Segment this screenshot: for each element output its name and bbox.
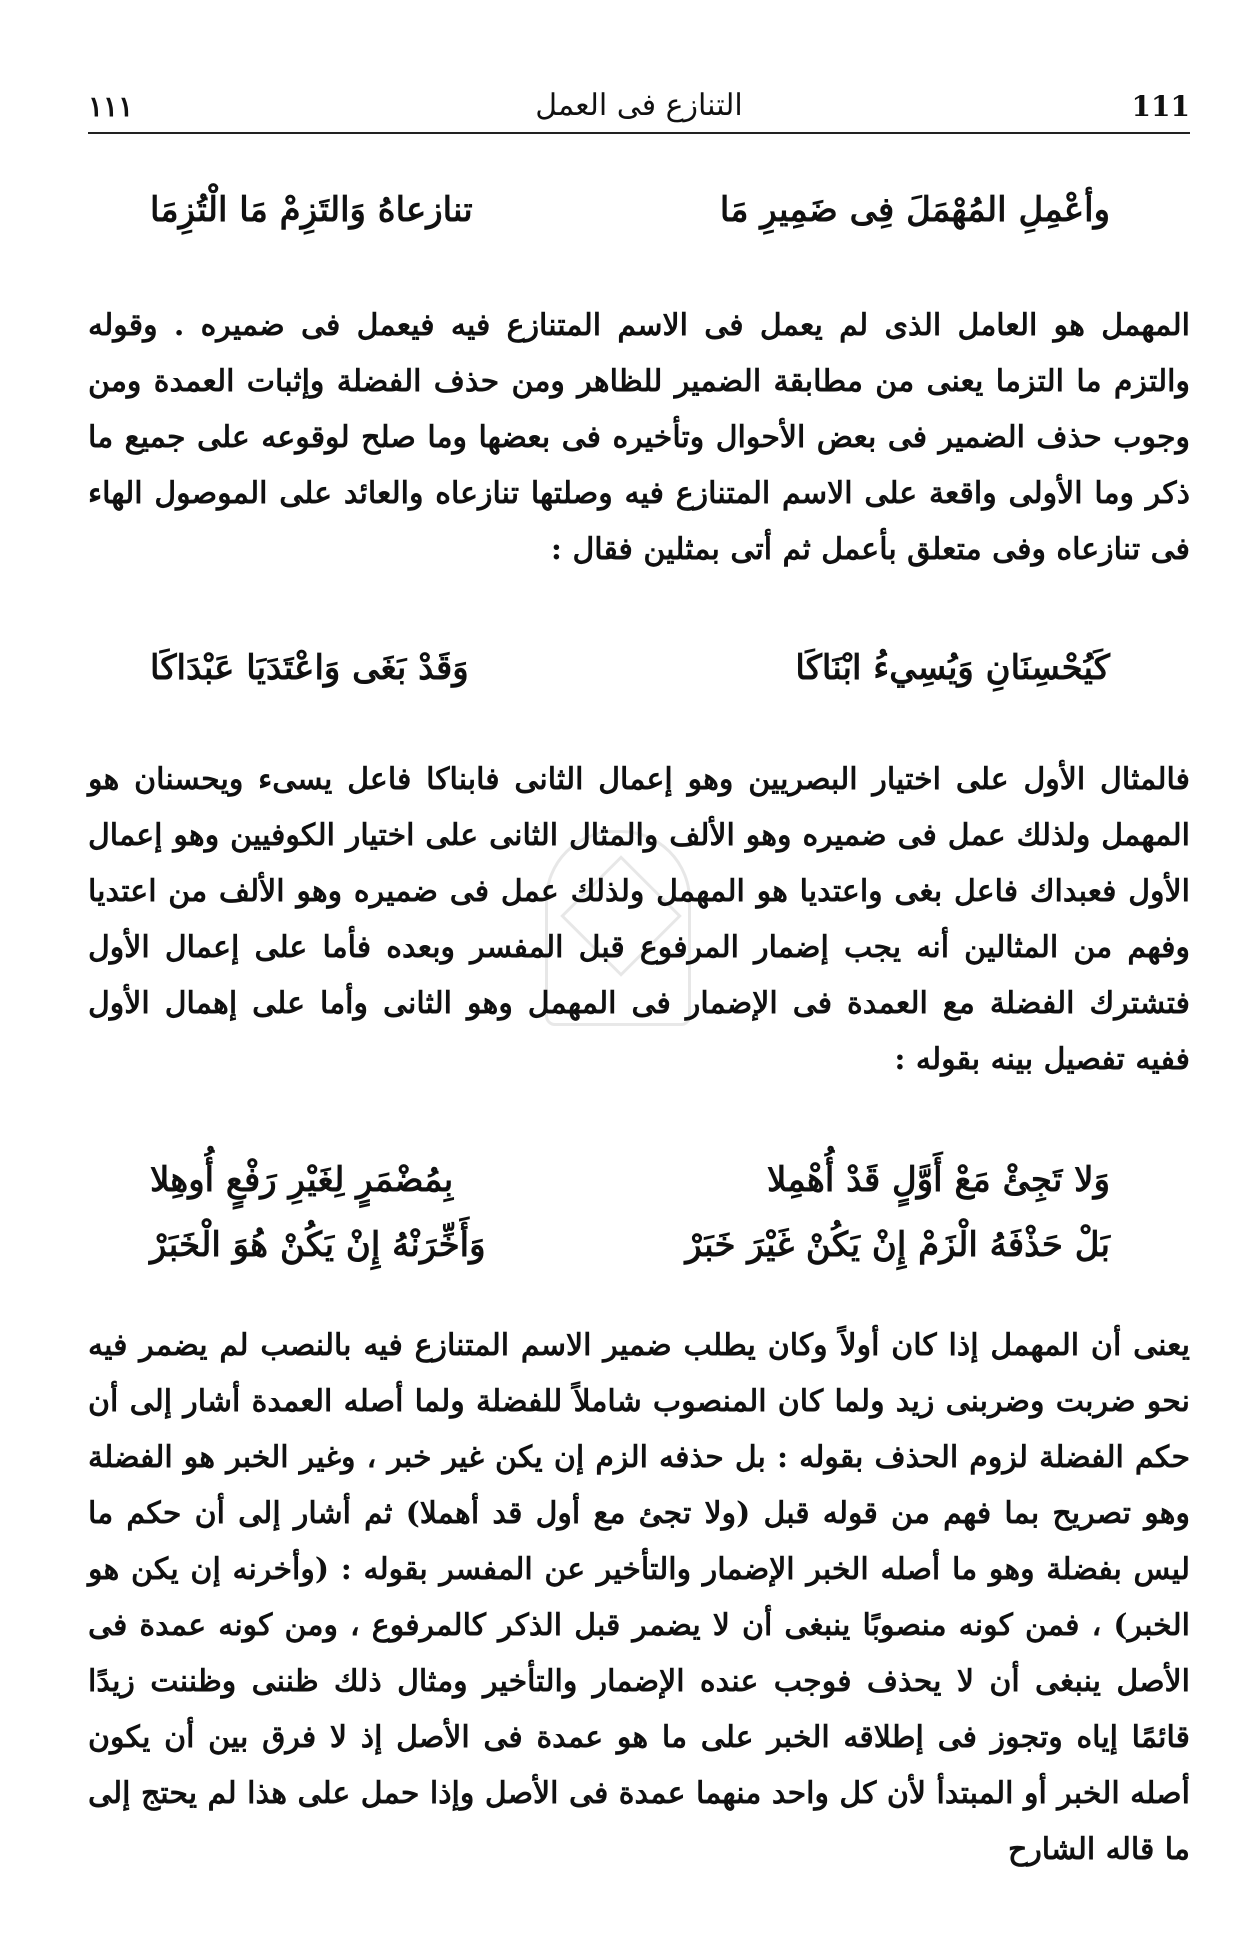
verse-line-4 xyxy=(150,1225,1110,1265)
page-number-latin: 111 xyxy=(1131,90,1190,123)
verse-first-hemistich: وَلا تَجِئْ مَعْ أَوَّلٍ قَدْ أُهْمِلا xyxy=(766,1160,1110,1200)
verse-second-hemistich: تنازعاهُ وَالتَزِمْ مَا الْتُزِمَا xyxy=(150,190,473,230)
verse-second-hemistich: بِمُضْمَرٍ لِغَيْرِ رَفْعٍ أُوهِلا xyxy=(150,1160,454,1200)
running-title: التنازع فى العمل xyxy=(535,88,743,123)
verse-line-1 xyxy=(150,190,1110,230)
page-header xyxy=(88,88,1190,134)
verse-first-hemistich: كَيُحْسِنَانِ وَيُسِيءُ ابْنَاكَا xyxy=(795,648,1110,688)
commentary-paragraph-2: فالمثال الأول على اختيار البصريين وهو إعمال الثانى فابناكا فاعل يسىء ويحسنان هو المهمل ولذلك عمل فى ضميره وهو الألف والمثال الثانى على اختيار الكوفيين وهو إعمال الأول فعبداك فاعل بغى واعتديا هو المهمل ولذلك عمل فى ضميره وهو الألف من اعتديا وفهم من المثالين أنه يجب إضمار المرفوع قبل المفسر وبعده فأما على إعمال الأول فتشترك الفضلة مع العمدة فى الإضمار فى المهمل وهو الثانى وأما على إهمال الأول ففيه تفصيل بينه بقوله : xyxy=(88,762,1190,1077)
verse-second-hemistich: وَأَخِّرَنْهُ إِنْ يَكُنْ هُوَ الْخَبَرْ xyxy=(150,1225,486,1265)
verse-second-hemistich: وَقَدْ بَغَى وَاعْتَدَيَا عَبْدَاكَا xyxy=(150,648,469,688)
commentary-paragraph-3: يعنى أن المهمل إذا كان أولاً وكان يطلب ضمير الاسم المتنازع فيه بالنصب لم يضمر فيه نحو ضربت وضربنى زيد ولما كان المنصوب شاملاً للفضلة ولما أصله العمدة أشار إلى أن حكم الفضلة لزوم الحذف بقوله : بل حذفه الزم إن يكن غير خبر ، وغير الخبر هو الفضلة وهو تصريح بما فهم من قوله قبل (ولا تجئ مع أول قد أهملا) ثم أشار إلى أن حكم ما ليس بفضلة وهو ما أصله الخبر الإضمار والتأخير عن المفسر بقوله : (وأخرنه إن يكن هو الخبر) ، فمن كونه منصوبًا ينبغى أن لا يضمر قبل الذكر كالمرفوع ، ومن كونه عمدة فى الأصل ينبغى أن لا يحذف فوجب عنده الإضمار والتأخير ومثال ذلك ظننى وظننت زيدًا قائمًا إياه وتجوز فى إطلاقه الخبر على ما هو عمدة فى الأصل إذ لا فرق بين أن يكون أصله الخبر أو المبتدأ لأن كل واحد منهما عمدة فى الأصل وإذا حمل على هذا لم يحتج إلى ما قاله الشارح xyxy=(88,1328,1190,1867)
verse-line-3 xyxy=(150,1160,1110,1200)
verse-first-hemistich: بَلْ حَذْفَهُ الْزَمْ إِنْ يَكُنْ غَيْرَ خَبَرْ xyxy=(685,1225,1110,1265)
page-number-arabic: ١١١ xyxy=(88,90,134,123)
verse-first-hemistich: وأعْمِلِ المُهْمَلَ فِى ضَمِيرِ مَا xyxy=(719,190,1110,230)
commentary-paragraph-1: المهمل هو العامل الذى لم يعمل فى الاسم المتنازع فيه فيعمل فى ضميره . وقوله والتزم ما التزما يعنى من مطابقة الضمير للظاهر ومن حذف الفضلة وإثبات العمدة ومن وجوب حذف الضمير فى بعض الأحوال وتأخيره فى بعضها وما صلح لوقوعه على جميع ما ذكر وما الأولى واقعة على الاسم المتنازع فيه وصلتها تنازعاه والعائد على الموصول الهاء فى تنازعاه وفى متعلق بأعمل ثم أتى بمثلين فقال : xyxy=(88,308,1190,567)
verse-line-2 xyxy=(150,648,1110,688)
